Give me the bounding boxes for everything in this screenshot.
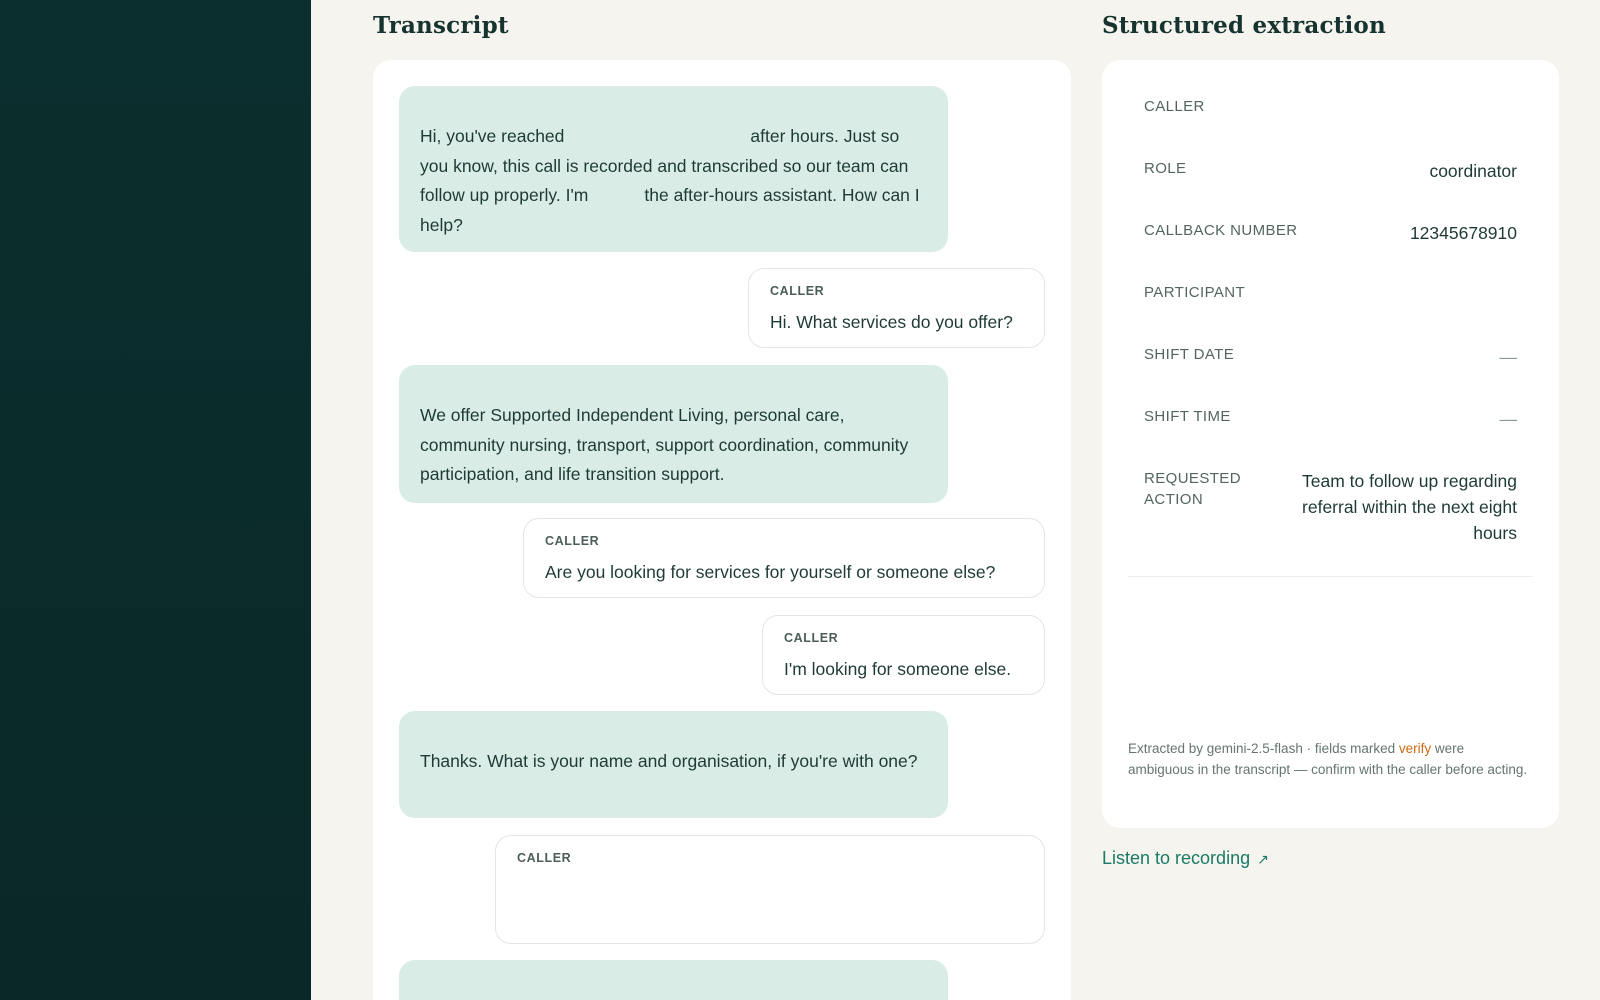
caller-message [523,518,1045,598]
external-arrow-icon: ↗ [1257,851,1269,867]
sidebar [0,0,311,1000]
caller-message-text: Hi. What services do you offer? [770,312,1013,332]
listen-to-recording-link[interactable] [1102,848,1269,869]
field-label-caller: CALLER [1144,98,1205,115]
field-value-shift-time: — [1499,409,1517,429]
caller-label: CALLER [784,631,839,645]
transcript-heading: Transcript [373,12,509,39]
field-value-role: coordinator [1429,161,1517,181]
field-value-callback-number: 12345678910 [1409,223,1517,243]
agent-message [399,86,948,252]
extraction-footnote [1128,738,1528,780]
footnote-text: Extracted by gemini-2.5-flash · fields marked [1128,741,1399,756]
agent-message [399,711,948,818]
caller-label: CALLER [517,851,572,865]
transcript-panel[interactable] [373,60,1071,1000]
field-value-shift-date: — [1499,347,1517,367]
extraction-panel [1102,60,1559,828]
caller-message [495,835,1045,944]
agent-message-text: Hi, you've reached [420,126,565,146]
field-label-role: ROLE [1144,160,1187,177]
agent-message-text: the after-hours assistant. How can I help? [420,185,920,235]
footnote-text: were ambiguous in the transcript — confirm with the caller before acting. [1128,741,1528,777]
recording-link-label: Listen to recording [1102,848,1251,868]
field-label-shift-time: SHIFT TIME [1144,408,1231,425]
field-value-requested-action: Team to follow up regarding referral within the next eight hours [1302,471,1517,543]
caller-message-text: Are you looking for services for yourself or someone else? [545,562,996,582]
field-label-participant: PARTICIPANT [1144,284,1246,301]
caller-message-text: I'm looking for someone else. [784,659,1012,679]
verify-marker: verify [1398,741,1432,756]
agent-message-text: We offer Supported Independent Living, personal care, community nursing, transport, support coordination, community participation, and life transition support. [420,405,909,484]
extraction-heading: Structured extraction [1102,12,1386,39]
caller-label: CALLER [770,284,825,298]
caller-message [748,268,1045,348]
agent-message-text: after hours. Just so you know, this call is recorded and transcribed so our team can follow up properly. I'm [420,126,909,205]
agent-message-text: Thanks. What is your name and organisation, if you're with one? [420,751,918,771]
caller-label: CALLER [545,534,600,548]
field-label-callback-number: CALLBACK NUMBER [1144,222,1298,239]
field-label-requested-action: REQUESTED ACTION [1144,470,1241,508]
caller-message [762,615,1045,695]
agent-message [399,960,948,1000]
agent-message [399,365,948,503]
divider [1128,576,1533,577]
field-label-shift-date: SHIFT DATE [1144,346,1235,363]
